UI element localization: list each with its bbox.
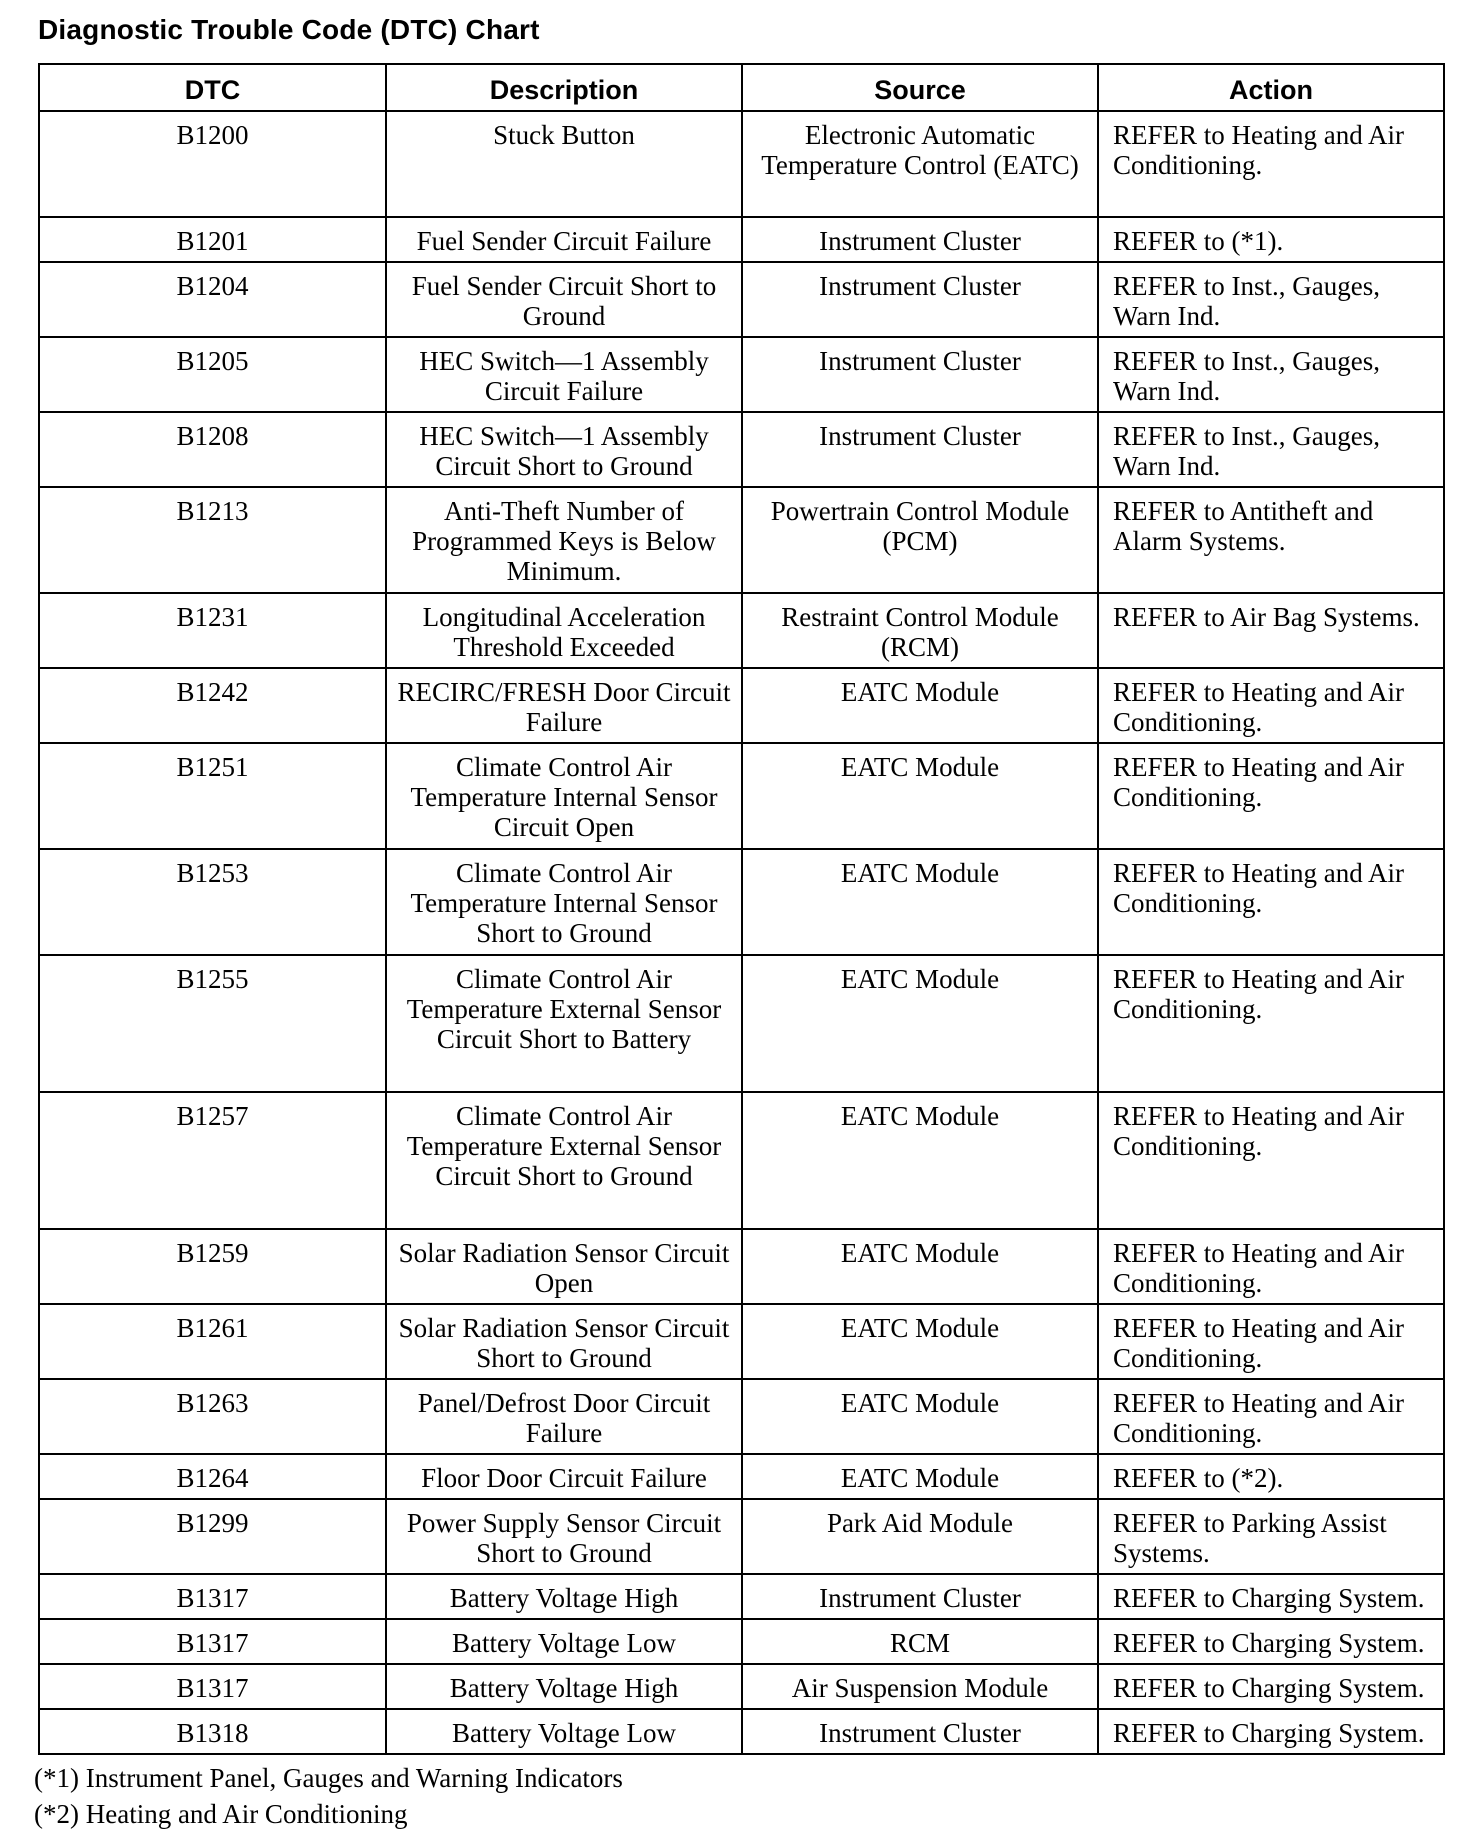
action-cell: REFER to Inst., Gauges, Warn Ind. <box>1098 412 1444 487</box>
source-cell: EATC Module <box>742 1379 1098 1454</box>
table-row <box>39 262 1444 337</box>
dtc-code-cell: B1213 <box>39 487 386 593</box>
table-row <box>39 593 1444 668</box>
action-cell: REFER to Charging System. <box>1098 1619 1444 1664</box>
dtc-code-cell: B1264 <box>39 1454 386 1499</box>
description-cell: Climate Control Air Temperature Internal Sensor Short to Ground <box>386 849 742 955</box>
description-cell: Solar Radiation Sensor Circuit Short to Ground <box>386 1304 742 1379</box>
dtc-code-cell: B1231 <box>39 593 386 668</box>
action-cell: REFER to Heating and Air Conditioning. <box>1098 1379 1444 1454</box>
description-cell: Panel/Defrost Door Circuit Failure <box>386 1379 742 1454</box>
dtc-code-cell: B1259 <box>39 1229 386 1304</box>
source-cell: Park Aid Module <box>742 1499 1098 1574</box>
source-cell: Electronic Automatic Temperature Control (EATC) <box>742 111 1098 217</box>
column-header-source: Source <box>742 64 1098 111</box>
source-cell: EATC Module <box>742 1229 1098 1304</box>
column-header-dtc: DTC <box>39 64 386 111</box>
table-row <box>39 1709 1444 1754</box>
description-cell: Floor Door Circuit Failure <box>386 1454 742 1499</box>
table-row <box>39 1304 1444 1379</box>
dtc-code-cell: B1200 <box>39 111 386 217</box>
description-cell: Climate Control Air Temperature External Sensor Circuit Short to Battery <box>386 955 742 1092</box>
dtc-code-cell: B1299 <box>39 1499 386 1574</box>
dtc-code-cell: B1263 <box>39 1379 386 1454</box>
description-cell: RECIRC/FRESH Door Circuit Failure <box>386 668 742 743</box>
description-cell: HEC Switch—1 Assembly Circuit Failure <box>386 337 742 412</box>
dtc-code-cell: B1317 <box>39 1664 386 1709</box>
action-cell: REFER to Parking Assist Systems. <box>1098 1499 1444 1574</box>
action-cell: REFER to Inst., Gauges, Warn Ind. <box>1098 337 1444 412</box>
description-cell: Battery Voltage High <box>386 1664 742 1709</box>
source-cell: Instrument Cluster <box>742 1574 1098 1619</box>
source-cell: Instrument Cluster <box>742 217 1098 262</box>
dtc-table <box>38 63 1445 1755</box>
action-cell: REFER to Heating and Air Conditioning. <box>1098 743 1444 849</box>
source-cell: Air Suspension Module <box>742 1664 1098 1709</box>
dtc-code-cell: B1201 <box>39 217 386 262</box>
action-cell: REFER to Charging System. <box>1098 1664 1444 1709</box>
table-row <box>39 487 1444 593</box>
description-cell: Fuel Sender Circuit Short to Ground <box>386 262 742 337</box>
action-cell: REFER to Heating and Air Conditioning. <box>1098 955 1444 1092</box>
description-cell: Anti-Theft Number of Programmed Keys is Below Minimum. <box>386 487 742 593</box>
action-cell: REFER to Charging System. <box>1098 1574 1444 1619</box>
action-cell: REFER to (*2). <box>1098 1454 1444 1499</box>
source-cell: EATC Module <box>742 1304 1098 1379</box>
table-body <box>39 111 1444 1754</box>
table-row <box>39 668 1444 743</box>
action-cell: REFER to Antitheft and Alarm Systems. <box>1098 487 1444 593</box>
dtc-code-cell: B1253 <box>39 849 386 955</box>
action-cell: REFER to Heating and Air Conditioning. <box>1098 111 1444 217</box>
action-cell: REFER to Heating and Air Conditioning. <box>1098 1304 1444 1379</box>
table-row <box>39 111 1444 217</box>
source-cell: EATC Module <box>742 955 1098 1092</box>
dtc-code-cell: B1205 <box>39 337 386 412</box>
action-cell: REFER to Air Bag Systems. <box>1098 593 1444 668</box>
table-row <box>39 1454 1444 1499</box>
table-row <box>39 1619 1444 1664</box>
action-cell: REFER to Heating and Air Conditioning. <box>1098 1229 1444 1304</box>
source-cell: Instrument Cluster <box>742 262 1098 337</box>
action-cell: REFER to Heating and Air Conditioning. <box>1098 1092 1444 1229</box>
description-cell: Climate Control Air Temperature Internal Sensor Circuit Open <box>386 743 742 849</box>
dtc-code-cell: B1255 <box>39 955 386 1092</box>
source-cell: Instrument Cluster <box>742 412 1098 487</box>
table-row <box>39 1229 1444 1304</box>
dtc-code-cell: B1317 <box>39 1619 386 1664</box>
description-cell: Battery Voltage High <box>386 1574 742 1619</box>
dtc-code-cell: B1257 <box>39 1092 386 1229</box>
description-cell: Longitudinal Acceleration Threshold Exceeded <box>386 593 742 668</box>
column-header-description: Description <box>386 64 742 111</box>
action-cell: REFER to Inst., Gauges, Warn Ind. <box>1098 262 1444 337</box>
column-header-action: Action <box>1098 64 1444 111</box>
table-row <box>39 849 1444 955</box>
action-cell: REFER to Heating and Air Conditioning. <box>1098 668 1444 743</box>
table-row <box>39 1574 1444 1619</box>
description-cell: HEC Switch—1 Assembly Circuit Short to Ground <box>386 412 742 487</box>
source-cell: EATC Module <box>742 668 1098 743</box>
source-cell: EATC Module <box>742 849 1098 955</box>
footnotes <box>34 1760 623 1832</box>
source-cell: EATC Module <box>742 1454 1098 1499</box>
source-cell: EATC Module <box>742 743 1098 849</box>
table-row <box>39 217 1444 262</box>
header-row <box>39 64 1444 111</box>
description-cell: Fuel Sender Circuit Failure <box>386 217 742 262</box>
page-title: Diagnostic Trouble Code (DTC) Chart <box>38 14 540 45</box>
table-row <box>39 1664 1444 1709</box>
action-cell: REFER to (*1). <box>1098 217 1444 262</box>
dtc-code-cell: B1242 <box>39 668 386 743</box>
dtc-code-cell: B1208 <box>39 412 386 487</box>
table-row <box>39 1092 1444 1229</box>
source-cell: RCM <box>742 1619 1098 1664</box>
action-cell: REFER to Heating and Air Conditioning. <box>1098 849 1444 955</box>
dtc-code-cell: B1318 <box>39 1709 386 1754</box>
dtc-code-cell: B1261 <box>39 1304 386 1379</box>
description-cell: Battery Voltage Low <box>386 1619 742 1664</box>
footnote-1: (*1) Instrument Panel, Gauges and Warning Indicators <box>34 1763 623 1793</box>
source-cell: Instrument Cluster <box>742 337 1098 412</box>
footnote-2: (*2) Heating and Air Conditioning <box>34 1799 408 1829</box>
dtc-code-cell: B1317 <box>39 1574 386 1619</box>
description-cell: Power Supply Sensor Circuit Short to Ground <box>386 1499 742 1574</box>
description-cell: Solar Radiation Sensor Circuit Open <box>386 1229 742 1304</box>
table-row <box>39 1499 1444 1574</box>
table-row <box>39 955 1444 1092</box>
dtc-code-cell: B1204 <box>39 262 386 337</box>
table-row <box>39 337 1444 412</box>
table-row <box>39 412 1444 487</box>
source-cell: Restraint Control Module (RCM) <box>742 593 1098 668</box>
source-cell: Powertrain Control Module (PCM) <box>742 487 1098 593</box>
source-cell: EATC Module <box>742 1092 1098 1229</box>
action-cell: REFER to Charging System. <box>1098 1709 1444 1754</box>
description-cell: Stuck Button <box>386 111 742 217</box>
source-cell: Instrument Cluster <box>742 1709 1098 1754</box>
description-cell: Battery Voltage Low <box>386 1709 742 1754</box>
description-cell: Climate Control Air Temperature External Sensor Circuit Short to Ground <box>386 1092 742 1229</box>
table-row <box>39 743 1444 849</box>
table-row <box>39 1379 1444 1454</box>
dtc-code-cell: B1251 <box>39 743 386 849</box>
